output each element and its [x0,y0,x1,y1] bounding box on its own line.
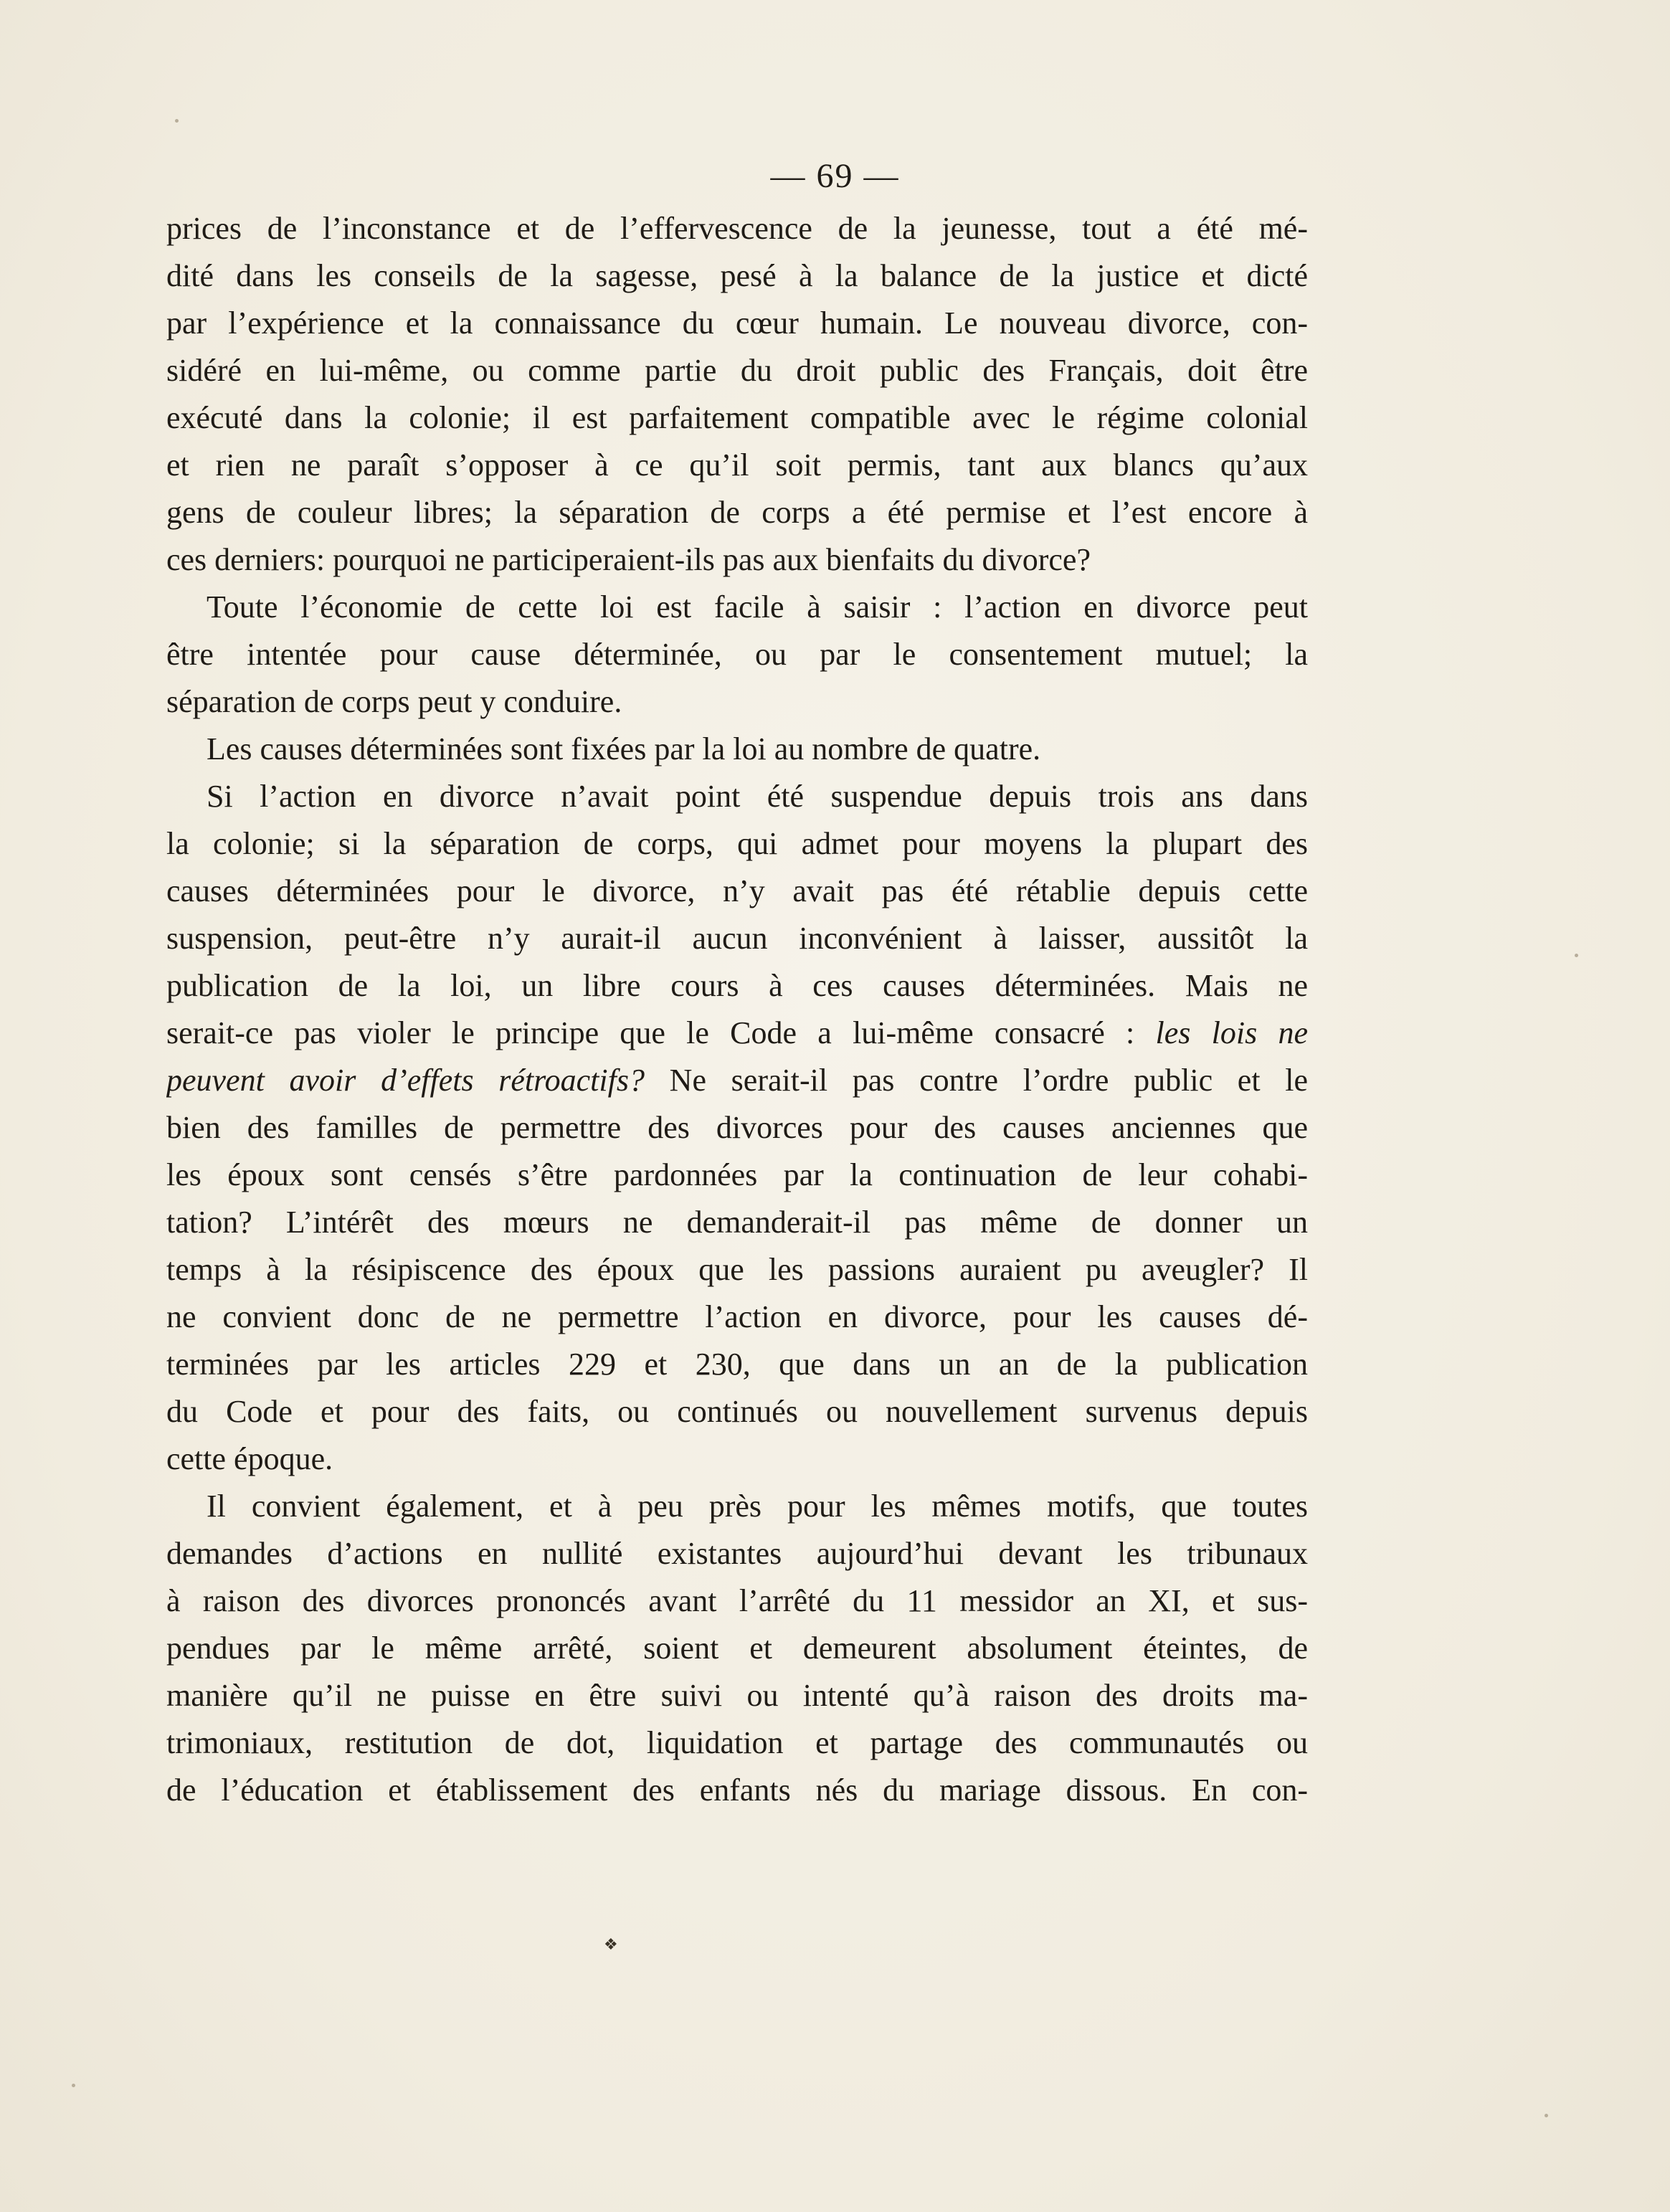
text-line: temps à la résipiscence des époux que les passions auraient pu aveugler? Il [166,1252,1308,1287]
text-line: séparation de corps peut y conduire. [166,684,622,719]
paragraph-first-line: Les causes déterminées sont fixées par la loi au nombre de quatre. [207,731,1041,766]
text-line: par l’expérience et la connaissance du cœur humain. Le nouveau divorce, con- [166,305,1308,341]
text-line: exécuté dans la colonie; il est parfaitement compatible avec le régime colonial [166,400,1308,435]
text-line: manière qu’il ne puisse en être suivi ou intenté qu’à raison des droits ma- [166,1678,1308,1713]
paper-speck [175,119,179,123]
text-line: prices de l’inconstance et de l’effervescence de la jeunesse, tout a été mé- [166,211,1308,246]
text-line: cette époque. [166,1441,333,1476]
text-line: tation? L’intérêt des mœurs ne demanderait-il pas même de donner un [166,1205,1308,1240]
text-line: dité dans les conseils de la sagesse, pesé à la balance de la justice et dicté [166,258,1308,293]
text-segment: Ne serait-il pas contre l’ordre public et le [644,1063,1308,1098]
page-number: — 69 — [770,157,900,195]
text-line: trimoniaux, restitution de dot, liquidation et partage des communautés ou [166,1725,1308,1760]
text-line: causes déterminées pour le divorce, n’y avait pas été rétablie depuis cette [166,873,1308,908]
text-line: publication de la loi, un libre cours à ces causes déterminées. Mais ne [166,968,1308,1003]
text-line-with-italic [166,1010,1308,1057]
text-line: de l’éducation et établissement des enfants nés du mariage dissous. En con- [166,1772,1308,1808]
paper-speck [1545,2114,1548,2117]
text-line: la colonie; si la séparation de corps, qui admet pour moyens la plupart des [166,826,1308,861]
paragraph-first-line: Il convient également, et à peu près pour les mêmes motifs, que toutes [207,1489,1308,1524]
paragraph-first-line: Toute l’économie de cette loi est facile à saisir : l’action en divorce peut [207,589,1308,625]
text-line: pendues par le même arrêté, soient et demeurent absolument éteintes, de [166,1630,1308,1666]
text-line: demandes d’actions en nullité existantes aujourd’hui devant les tribunaux [166,1536,1308,1571]
text-line: être intentée pour cause déterminée, ou par le consentement mutuel; la [166,637,1308,672]
text-line: et rien ne paraît s’opposer à ce qu’il soit permis, tant aux blancs qu’aux [166,447,1308,483]
text-line: à raison des divorces prononcés avant l’arrêté du 11 messidor an XI, et sus- [166,1583,1308,1618]
text-line: sidéré en lui-même, ou comme partie du droit public des Français, doit être [166,353,1308,388]
italic-text-segment: peuvent avoir d’effets rétroactifs? [166,1063,645,1098]
printer-ornament-icon: ❖ [604,1936,618,1954]
paper-speck [72,2084,75,2087]
text-line: terminées par les articles 229 et 230, que dans un an de la publication [166,1347,1308,1382]
text-line: ces derniers: pourquoi ne participeraient-ils pas aux bienfaits du divorce? [166,542,1091,577]
text-line: les époux sont censés s’être pardonnées par la continuation de leur cohabi- [166,1157,1308,1192]
italic-text-segment: les lois ne [1155,1015,1308,1050]
text-line: suspension, peut-être n’y aurait-il aucun inconvénient à laisser, aussitôt la [166,921,1308,956]
paragraph-first-line: Si l’action en divorce n’avait point été suspendue depuis trois ans dans [207,779,1308,814]
text-line: ne convient donc de ne permettre l’action en divorce, pour les causes dé- [166,1299,1308,1334]
text-line: gens de couleur libres; la séparation de corps a été permise et l’est encore à [166,495,1308,530]
paper-speck [1575,954,1578,957]
text-line: du Code et pour des faits, ou continués ou nouvellement survenus depuis [166,1394,1308,1429]
text-line: bien des familles de permettre des divorces pour des causes anciennes que [166,1110,1308,1145]
text-line-with-italic [166,1057,1308,1104]
text-segment: serait-ce pas violer le principe que le Code a lui-même consacré : [166,1015,1156,1050]
